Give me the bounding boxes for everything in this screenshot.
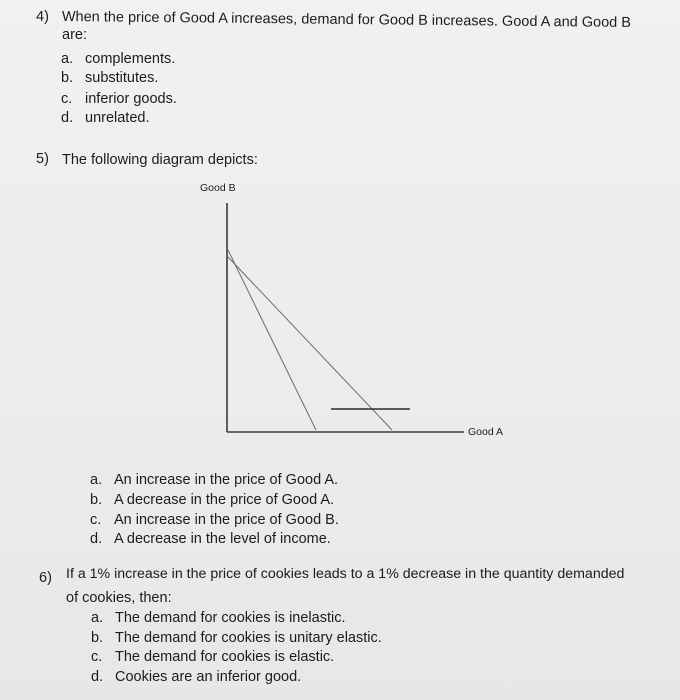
question-4-option-b: b. substitutes. [61, 70, 159, 86]
x-axis-label: Good A [468, 426, 504, 438]
question-4-option-a: a. complements. [61, 51, 176, 67]
question-6-option-d: d. Cookies are an inferior good. [91, 669, 302, 685]
question-5-option-d: d. A decrease in the level of income. [90, 531, 331, 547]
question-6-stem-line2: of cookies, then: [66, 590, 172, 606]
y-axis-label: Good B [200, 182, 236, 194]
question-5-option-c: c. An increase in the price of Good B. [90, 512, 339, 528]
question-4-number: 4) [36, 9, 49, 25]
question-6-option-a: a. The demand for cookies is inelastic. [91, 610, 346, 626]
question-5-stem: The following diagram depicts: [62, 152, 258, 168]
question-4-option-c: c. inferior goods. [61, 91, 177, 107]
question-4-stem-line1: When the price of Good A increases, demand for Good B increases. Good A and Good B [61, 8, 632, 31]
question-5-option-b: b. A decrease in the price of Good A. [90, 492, 335, 508]
question-4-stem-line2: are: [62, 27, 87, 43]
question-6-option-b: b. The demand for cookies is unitary elastic. [91, 630, 382, 646]
question-5-option-a: a. An increase in the price of Good A. [90, 472, 339, 488]
budget-line-original [228, 250, 316, 430]
question-6-option-c: c. The demand for cookies is elastic. [91, 649, 335, 665]
budget-line-new [228, 257, 392, 430]
question-6-number: 6) [39, 570, 52, 586]
question-6-stem-line1: If a 1% increase in the price of cookies leads to a 1% decrease in the quantity demanded [66, 566, 625, 582]
question-5-number: 5) [36, 151, 49, 167]
question-4-option-d: d. unrelated. [61, 110, 150, 126]
